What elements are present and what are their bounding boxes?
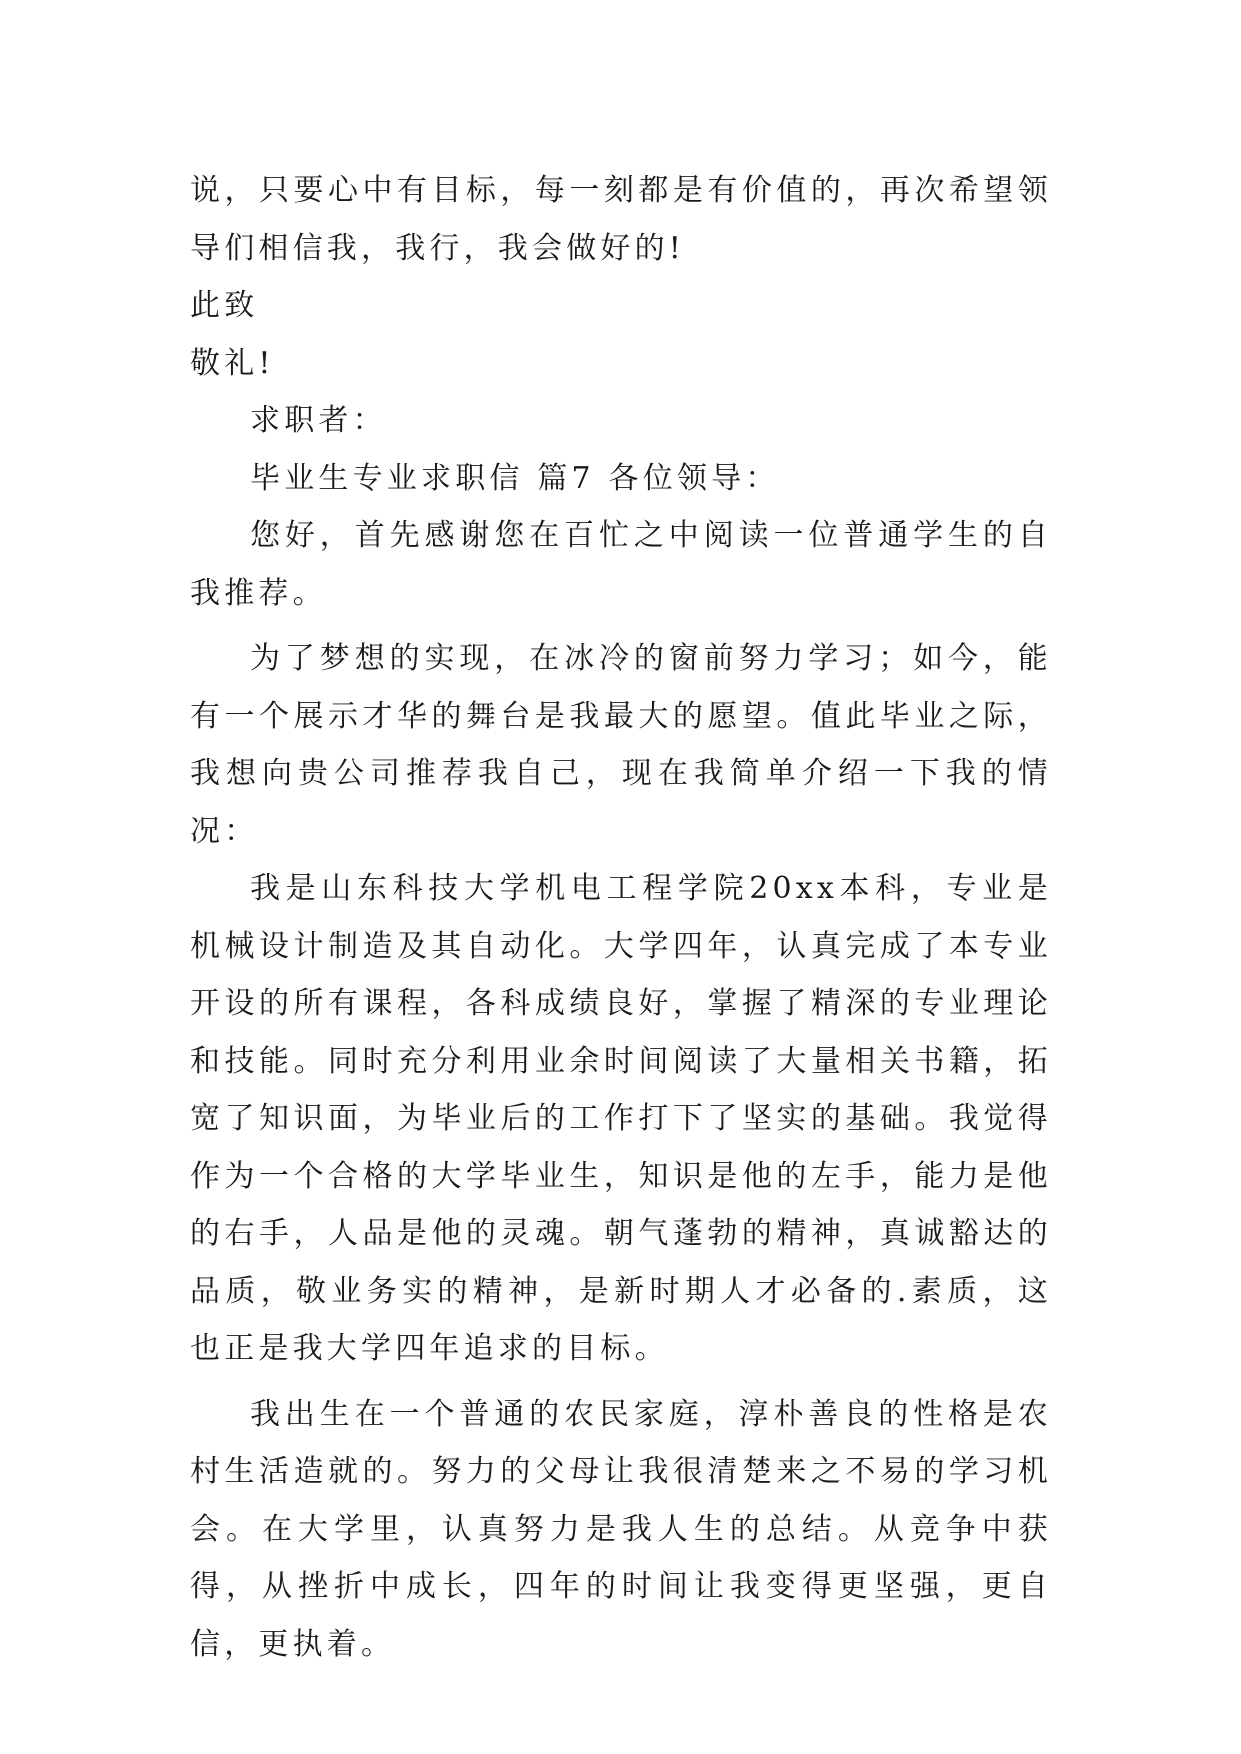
paragraph-continuation: 说，只要心中有目标，每一刻都是有价值的，再次希望领导们相信我，我行，我会做好的!: [190, 173, 1052, 266]
background-paragraph: 我出生在一个普通的农民家庭，淳朴善良的性格是农村生活造就的。努力的父母让我很清楚来之不易的学习机会。在大学里，认真努力是我人生的总结。从竞争中获得，从挫折中成长，四年的时间让我变得更坚强，更自信，更执着。: [190, 1396, 1052, 1662]
intro-paragraph: 为了梦想的实现，在冰冷的窗前努力学习；如今，能有一个展示才华的舞台是我最大的愿望。值此毕业之际，我想向贵公司推荐我自己，现在我简单介绍一下我的情况：: [190, 641, 1052, 849]
signature-label: 求职者：: [250, 403, 387, 438]
section-heading: 毕业生专业求职信 篇7 各位领导：: [250, 460, 780, 496]
closing-salutation: 此致: [190, 288, 259, 323]
greeting-paragraph: 您好，首先感谢您在百忙之中阅读一位普通学生的自我推荐。: [190, 518, 1052, 611]
closing-regards: 敬礼!: [190, 345, 275, 381]
education-paragraph: 我是山东科技大学机电工程学院20xx本科，专业是机械设计制造及其自动化。大学四年，认真完成了本专业开设的所有课程，各科成绩良好，掌握了精深的专业理论和技能。同时充分利用业余时间阅读了大量相关书籍，拓宽了知识面，为毕业后的工作打下了坚实的基础。我觉得作为一个合格的大学毕业生，知识是他的左手，能力是他的右手，人品是他的灵魂。朝气蓬勃的精神，真诚豁达的品质，敬业务实的精神，是新时期人才必备的.素质，这也正是我大学四年追求的目标。: [190, 871, 1052, 1366]
letter-body: [190, 162, 1052, 1673]
